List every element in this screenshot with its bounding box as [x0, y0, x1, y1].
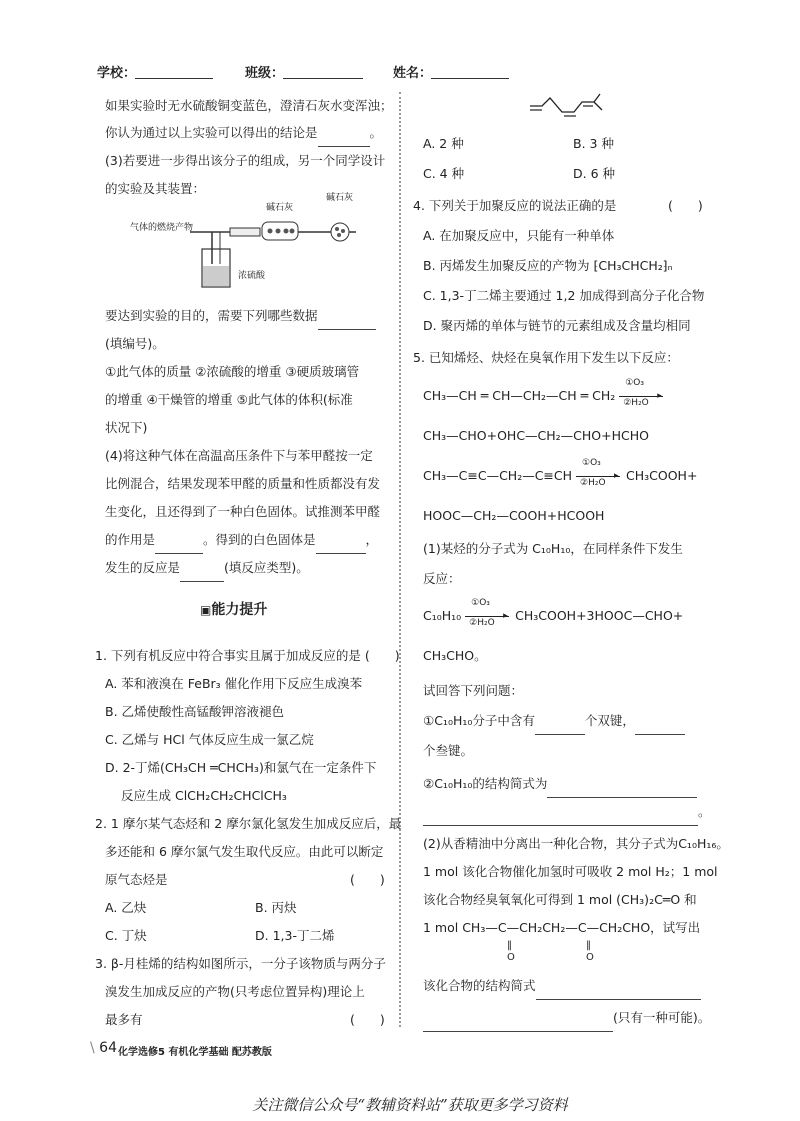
option[interactable]: D. 聚丙烯的单体与链节的元素组成及含量均相同 [423, 318, 691, 333]
answer-blank[interactable] [180, 567, 224, 582]
text-line: (填编号)。 [105, 336, 165, 351]
text-line: 的增重 ④干燥管的增重 ⑤此气体的体积(标准 [105, 392, 353, 407]
carbonyl-o-2: ‖ O [586, 940, 594, 963]
option[interactable]: A. 苯和液溴在 FeBr₃ 催化作用下反应生成溴苯 [105, 676, 363, 691]
text-line: 多还能和 6 摩尔氯气发生取代反应。由此可以断定 [105, 844, 384, 859]
text-line: (4)将这种气体在高温高压条件下与苯甲醛按一定 [105, 448, 373, 463]
answer-paren[interactable]: ( ) [350, 1012, 385, 1027]
option[interactable]: C. 乙烯与 HCl 气体反应生成一氯乙烷 [105, 732, 314, 747]
page-number: \ 64 [90, 1040, 117, 1056]
text-line: 比例混合，结果发现苯甲醛的质量和性质都没有发 [105, 476, 381, 491]
name-field[interactable] [431, 64, 509, 79]
book-title: 化学选修5 有机化学基础 配苏教版 [118, 1047, 272, 1058]
label-soda-lime-1: 碱石灰 [266, 203, 294, 213]
text-line: 的实验及其装置： [105, 181, 206, 196]
question-5: 5. 已知烯烃、炔烃在臭氧作用下发生以下反应： [413, 350, 679, 365]
question-2: 2. 1 摩尔某气态烃和 2 摩尔氯化氢发生加成反应后，最 [95, 816, 402, 831]
answer-blank[interactable] [536, 985, 701, 1000]
text-line: ①此气体的质量 ②浓硫酸的增重 ③硬质玻璃管 [105, 364, 360, 379]
class-label: 班级： [245, 66, 285, 81]
reaction-line: CH₃CHO。 [423, 648, 487, 663]
column-divider [399, 92, 401, 1027]
label-soda-lime-2: 碱石灰 [326, 193, 354, 203]
text-line: 1 mol CH₃—C—CH₂CH₂—C—CH₂CHO，试写出 [423, 920, 701, 935]
reaction-arrow: ①O₃ ▸ ②H₂O [619, 390, 665, 404]
option[interactable]: B. 丙炔 [255, 900, 297, 915]
text-line: (1)某烃的分子式为 C₁₀H₁₀，在同样条件下发生 [423, 541, 683, 556]
name-label: 姓名： [393, 66, 433, 81]
left-column [95, 92, 402, 1032]
header [97, 62, 567, 86]
question-4: 4. 下列关于加聚反应的说法正确的是 [413, 198, 617, 213]
text-line: 生变化，且还得到了一种白色固体。试推测苯甲醛 [105, 504, 381, 519]
watermark-text: 关注微信公众号“教辅资料站”获取更多学习资料 [252, 1096, 568, 1114]
myrcene-structure [528, 92, 608, 122]
right-column [413, 92, 729, 1032]
text-line: (只有一种可能)。 [423, 1004, 710, 1032]
text-line: 溴发生加成反应的产物(只考虑位置异构)理论上 [105, 984, 365, 999]
class-field[interactable] [283, 64, 363, 79]
text-line: ①C₁₀H₁₀分子中含有 个双键， [423, 707, 685, 735]
answer-blank[interactable] [535, 720, 585, 735]
text-line: 个叁键。 [423, 743, 474, 758]
text-line: 试回答下列问题： [423, 683, 524, 698]
answer-blank[interactable] [547, 783, 697, 798]
option[interactable]: D. 6 种 [573, 166, 615, 181]
text-line: 该化合物的结构简式 [423, 972, 701, 1000]
reaction-line: C₁₀H₁₀ ①O₃ ▸ ②H₂O CH₃COOH+3HOOC—CHO+ [423, 597, 684, 628]
option[interactable]: C. 丁炔 [105, 928, 147, 943]
answer-blank[interactable] [635, 720, 685, 735]
answer-paren[interactable]: ( ) [350, 872, 385, 887]
text-line: (3)若要进一步得出该分子的组成，另一个同学设计 [105, 153, 386, 168]
apparatus-diagram [130, 193, 360, 294]
reaction-line: HOOC—CH₂—COOH+HCOOH [423, 508, 605, 523]
carbonyl-o-1: ‖ O [507, 940, 515, 963]
reaction-arrow: ①O₃ ▸ ②H₂O [465, 610, 511, 624]
answer-blank[interactable] [318, 315, 376, 330]
text-line: 你认为通过以上实验可以得出的结论是 。 [105, 119, 382, 147]
text-line: 最多有 [105, 1012, 143, 1027]
label-gas-product: 气体的燃烧产物 [130, 223, 194, 233]
answer-blank[interactable] [318, 132, 370, 147]
text-line: 发生的反应是 (填反应类型)。 [105, 554, 309, 582]
reaction-line: CH₃—CHO+OHC—CH₂—CHO+HCHO [423, 428, 649, 443]
text-line: 该化合物经臭氧氧化可得到 1 mol (CH₃)₂C═O 和 [423, 892, 697, 907]
option[interactable]: D. 2-丁烯(CH₃CH ═CHCH₃)和氯气在一定条件下 [105, 760, 377, 775]
answer-blank[interactable] [316, 539, 366, 554]
text-line: (2)从香精油中分离出一种化合物，其分子式为C₁₀H₁₆。 [423, 836, 729, 851]
reaction-line: CH₃—C≡C—CH₂—C≡CH ①O₃ ▸ ②H₂O CH₃COOH+ [423, 457, 698, 488]
question-1: 1. 下列有机反应中符合事实且属于加成反应的是 ( ) [95, 648, 400, 663]
school-label: 学校： [97, 66, 137, 81]
option[interactable]: A. 在加聚反应中，只能有一种单体 [423, 228, 615, 243]
text-line: ②C₁₀H₁₀的结构简式为 [423, 770, 697, 798]
option[interactable]: D. 1,3-丁二烯 [255, 928, 335, 943]
text-line: 状况下) [105, 420, 148, 435]
option-continued: 反应生成 ClCH₂CH₂CHClCH₃ [121, 788, 287, 803]
text-line: 。 [423, 798, 711, 826]
option[interactable]: A. 2 种 [423, 136, 464, 151]
answer-blank[interactable] [155, 539, 203, 554]
answer-blank[interactable] [423, 811, 698, 826]
answer-blank[interactable] [423, 1017, 613, 1032]
school-field[interactable] [135, 64, 213, 79]
option[interactable]: B. 丙烯发生加聚反应的产物为 ⁅CH₃CHCH₂⁆ₙ [423, 258, 673, 273]
question-3: 3. β-月桂烯的结构如图所示，一分子该物质与两分子 [95, 956, 386, 971]
text-line: 的作用是 。得到的白色固体是 ， [105, 526, 378, 554]
text-line: 1 mol 该化合物催化加氢时可吸收 2 mol H₂；1 mol [423, 864, 718, 879]
text-line: 如果实验时无水硫酸铜变蓝色，澄清石灰水变浑浊； [105, 98, 393, 113]
text-line: 要达到实验的目的，需要下列哪些数据 [105, 302, 376, 330]
option[interactable]: A. 乙炔 [105, 900, 147, 915]
label-conc-sulfuric-acid: 浓硫酸 [238, 271, 266, 281]
reaction-arrow: ①O₃ ▸ ②H₂O [576, 470, 622, 484]
option[interactable]: B. 3 种 [573, 136, 614, 151]
section-icon: ▣ [200, 603, 212, 617]
option[interactable]: C. 4 种 [423, 166, 465, 181]
option[interactable]: C. 1,3-丁二烯主要通过 1,2 加成得到高分子化合物 [423, 288, 705, 303]
text-line: 原气态烃是 [105, 872, 168, 887]
text-line: 反应： [423, 571, 461, 586]
option[interactable]: B. 乙烯使酸性高锰酸钾溶液褪色 [105, 704, 285, 719]
answer-paren[interactable]: ( ) [668, 198, 703, 213]
reaction-line: CH₃—CH ═ CH—CH₂—CH ═ CH₂ ①O₃ ▸ ②H₂O [423, 382, 665, 410]
section-heading: ▣能力提升 [200, 602, 268, 618]
